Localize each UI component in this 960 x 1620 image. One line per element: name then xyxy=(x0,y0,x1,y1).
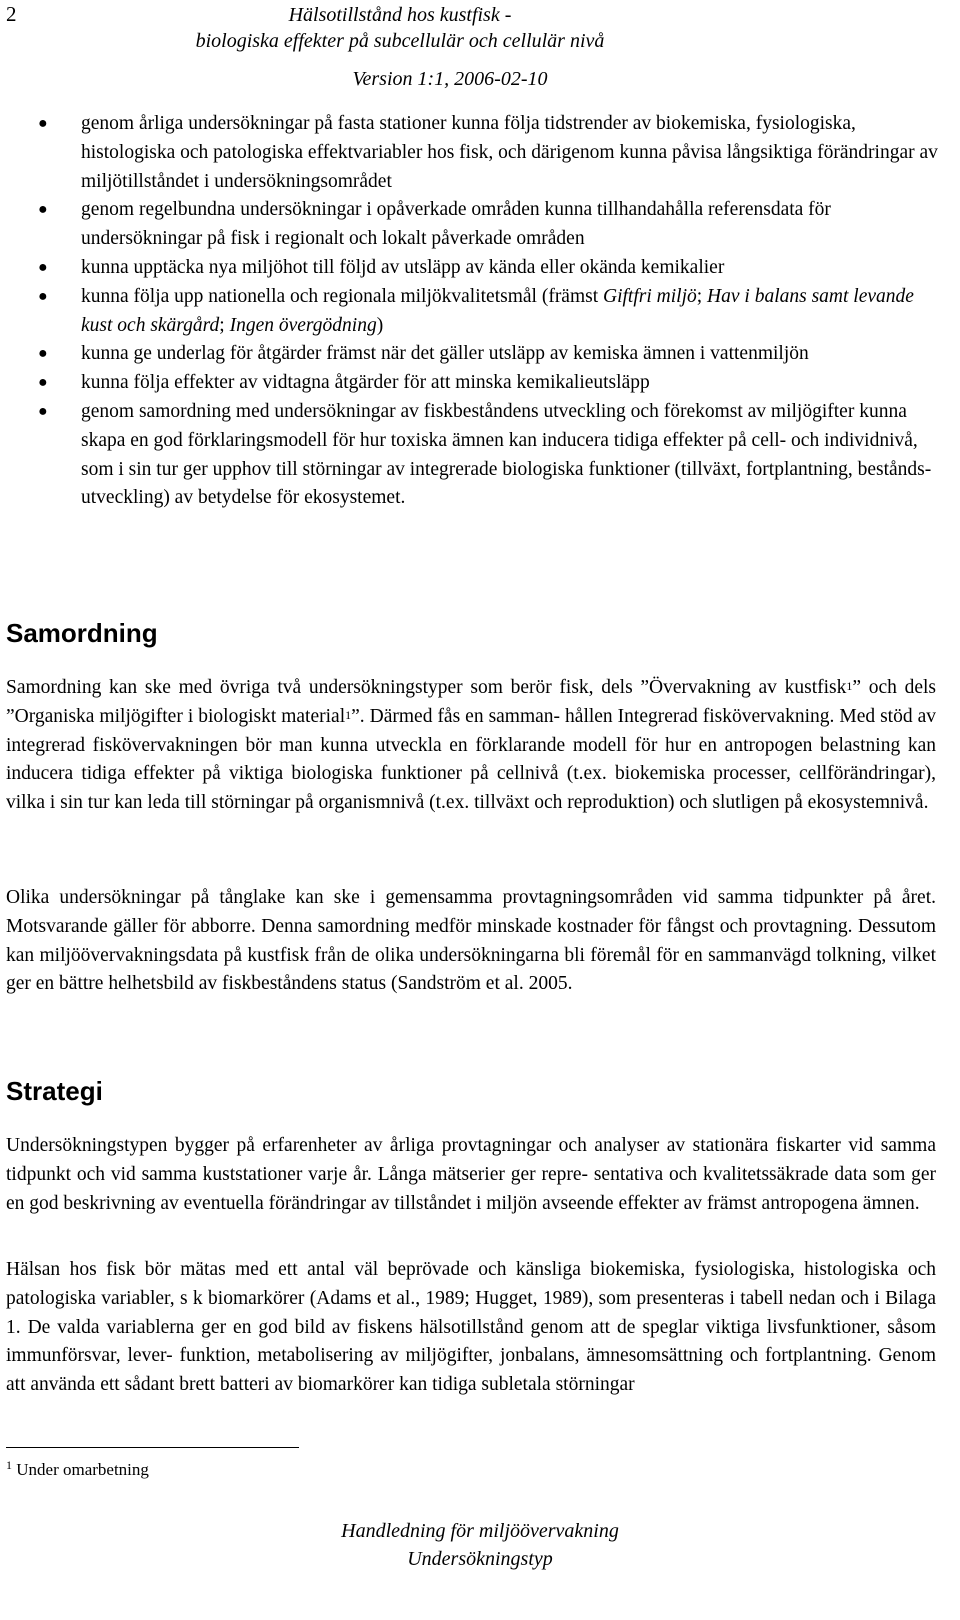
samordning-paragraph-1: Samordning kan ske med övriga två undersökningstyper som berör fisk, dels ”Övervakning av kustfisk$^1$” och dels ”Organiska miljögifter i biologiskt material$^1$”. Därmed fås en samman- hållen Integrerad fiskövervakning. Med stöd av integrerad fiskövervakningen bör man kunna utveckla en förklarande modell för hur en antropogen belastning kan inducera tidiga effekter på viktiga biologiska funktioner på cellnivå (t.ex. biokemiska processer, cellförändringar), vilka i sin tur kan leda till störningar på organismnivå (t.ex. tillväxt och reproduktion) och slutligen på ekosystemnivå. xyxy=(6,677,937,814)
list-item xyxy=(0,196,940,254)
bullet-text: kunna följa upp nationella och regionala miljökvalitetsmål (främst Giftfri miljö; Hav i balans samt levande kust och skärgård; Ingen övergödning) xyxy=(81,285,914,336)
page-number: 2 xyxy=(6,2,17,26)
footnote-divider xyxy=(6,1447,299,1448)
samordning-paragraph-2: Olika undersökningar på tånglake kan ske i gemensamma provtagningsområden vid samma tidpunkter på året. Motsvarande gäller för abborre. Denna samordning medför minskade kostnader för fångst och provtagning. Dessutom kan miljöövervakningsdata på kustfisk från de olika undersökningarna bli föremål för en sammanvägd tolkning, vilket ger en bättre helhetsbild av fiskbeståndens status (Sandström et al. 2005. xyxy=(6,887,936,995)
bullet-icon: ● xyxy=(38,115,48,132)
bullet-text: kunna ge underlag för åtgärder främst när det gäller utsläpp av kemiska ämnen i vattenmiljön xyxy=(81,343,809,365)
footnote-ref: 1 xyxy=(345,707,352,722)
list-item xyxy=(0,254,940,283)
bullet-text: genom samordning med undersökningar av fiskbeståndens utveckling och förekomst av miljögifter kunna skapa en god förklaringsmodell för hur toxiska ämnen kan inducera tidiga effekter på cell- och individnivå, som i sin tur ger upphov till störningar av integrerade biologiska funktioner (tillväxt, fortplantning, bestånds- utveckling) av betydelse för ekosystemet. xyxy=(81,400,932,509)
bullet-text: kunna upptäcka nya miljöhot till följd av utsläpp av kända eller okända kemikalier xyxy=(81,256,725,278)
bullet-icon: ● xyxy=(38,345,48,363)
header-title-line1: Hälsotillstånd hos kustfisk - xyxy=(288,4,512,26)
bullet-icon: ● xyxy=(38,287,48,305)
footer-line1: Handledning för miljöövervakning xyxy=(341,1520,619,1542)
version-line: Version 1:1, 2006-02-10 xyxy=(352,68,548,90)
list-item xyxy=(0,110,940,196)
bullet-icon: ● xyxy=(38,258,48,276)
list-item xyxy=(0,398,940,513)
footnote-ref: 1 xyxy=(846,679,853,693)
strategi-paragraph-1: Undersökningstypen bygger på erfarenheter av årliga provtagningar och analyser av stationära fiskarter vid samma tidpunkt och vid samma kuststationer varje år. Långa mätserier ger repre- sentativa och kvalitetssäkrade data som ger en god beskrivning av eventuella förändringar av tillståndet i miljön avseende effekter av främst antropogena ämnen. xyxy=(6,1135,936,1214)
goal-bullet-list xyxy=(0,110,940,513)
footnote-marker: 1 xyxy=(6,1458,12,1472)
strategi-paragraph-2: Hälsan hos fisk bör mätas med ett antal väl beprövade och känsliga biokemiska, fysiologiska, histologiska och patologiska variabler, s k biomarkörer (Adams et al., 1989; Hugget, 1989), som presenteras i tabell nedan och i Bilaga 1. De valda variablerna ger en god bild av fiskens hälsotillstånd genom att de speglar viktiga livsfunktioner, såsom immunförsvar, lever- funktion, metabolisering av miljögifter, jonbalans, ämnesomsättning och fortplantning. Genom att använda ett sådant brett batteri av biomarkörer kan tidiga subletala störningar xyxy=(6,1259,936,1396)
bullet-icon: ● xyxy=(38,201,48,219)
footer-line2: Undersökningstyp xyxy=(407,1548,553,1570)
heading-samordning: Samordning xyxy=(6,618,158,648)
bullet-icon: ● xyxy=(38,374,48,392)
running-header xyxy=(150,2,650,54)
heading-strategi: Strategi xyxy=(6,1076,103,1106)
bullet-text: kunna följa effekter av vidtagna åtgärder för att minska kemikalieutsläpp xyxy=(81,372,650,394)
header-title-line2: biologiska effekter på subcellulär och cellulär nivå xyxy=(195,30,605,52)
list-item xyxy=(0,340,940,369)
bullet-icon: ● xyxy=(38,402,48,420)
bullet-text: genom årliga undersökningar på fasta stationer kunna följa tidstrender av biokemiska, fysiologiska, histologiska och patologiska effektvariabler hos fisk, och därigenom kunna påvisa långsiktiga förändringar av miljötillståndet i undersökningsområdet xyxy=(81,113,938,192)
bullet-text: genom regelbundna undersökningar i opåverkade områden kunna tillhandahålla referensdata för undersökningar på fisk i regionalt och lokalt påverkade områden xyxy=(81,199,831,250)
list-item xyxy=(0,283,940,341)
list-item xyxy=(0,369,940,398)
footnote: $^1$ Under omarbetning xyxy=(6,1458,149,1479)
